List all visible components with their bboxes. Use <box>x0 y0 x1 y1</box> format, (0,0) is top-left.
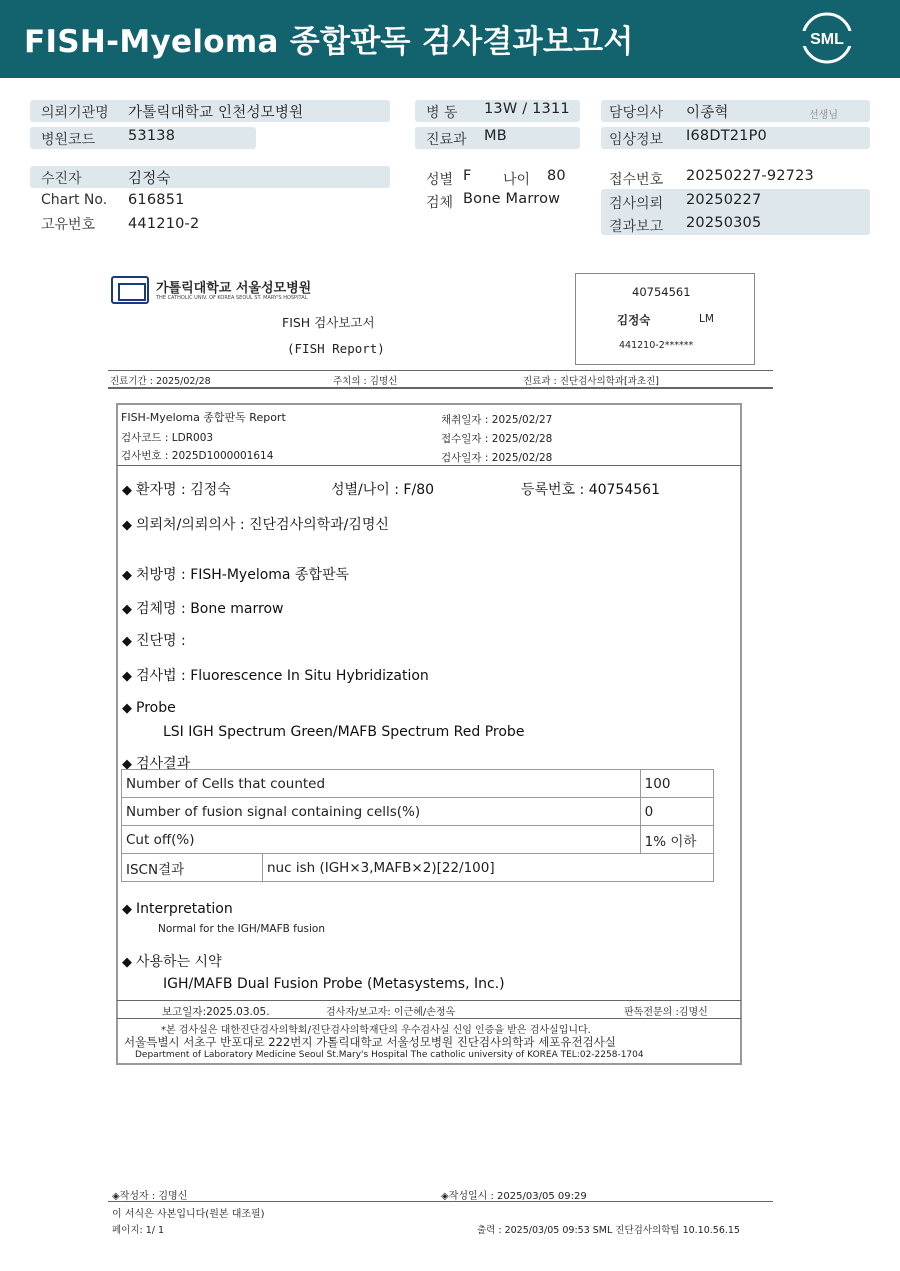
footer-line <box>108 1201 773 1202</box>
prescription-text: 처방명 : FISH-Myeloma 종합판독 <box>136 567 350 583</box>
write-date: ◈작성일시 : 2025/03/05 09:29 <box>441 1191 587 1202</box>
chart-value: 616851 <box>128 192 185 208</box>
test-code: 검사코드 : LDR003 <box>121 432 214 444</box>
diagnosis-line: ◆ 진단명 : <box>122 633 186 649</box>
method-line: ◆ 검사법 : Fluorescence In Situ Hybridization <box>122 668 429 684</box>
request-value: 20250227 <box>686 192 762 208</box>
dept-value: MB <box>484 128 507 144</box>
specimen-line: ◆ 검체명 : Bone marrow <box>122 601 284 617</box>
table-row <box>122 798 714 826</box>
probe-value: LSI IGH Spectrum Green/MAFB Spectrum Red Probe <box>163 724 525 740</box>
interp-line: ◆ Interpretation <box>122 901 233 917</box>
result-label-0: Number of Cells that counted <box>122 770 641 798</box>
hospital-code-label: 병원코드 <box>41 132 96 148</box>
result-value-2: 1% 이하 <box>640 826 713 854</box>
result-value-0: 100 <box>640 770 713 798</box>
request-label: 검사의뢰 <box>609 196 664 212</box>
table-row <box>122 854 714 882</box>
result-title-line: ◆ 검사결과 <box>122 756 191 772</box>
sml-logo-text: SML <box>810 31 844 48</box>
sex-age-text: 성별/나이 : F/80 <box>331 482 435 498</box>
department: 진료과 : 진단검사의학과[과초진] <box>523 376 659 387</box>
hospital-logo-icon <box>111 276 149 304</box>
doctor-suffix: 선생님 <box>809 110 838 121</box>
iscn-label: ISCN결과 <box>122 854 263 882</box>
collect-date: 채취일자 : 2025/02/27 <box>441 414 553 426</box>
chart-label: Chart No. <box>41 192 108 208</box>
specimen-text: 검체명 : Bone marrow <box>136 601 284 617</box>
test-date: 검사일자 : 2025/02/28 <box>441 452 553 464</box>
visit-period: 진료기간 : 2025/02/28 <box>110 376 211 387</box>
receipt-value: 20250227-92723 <box>686 168 814 184</box>
address: 서울특별시 서초구 반포대로 222번지 가톨릭대학교 서울성모병원 진단검사의학과 세포유전검사실 <box>124 1035 616 1049</box>
address-en: Department of Laboratory Medicine Seoul St.Mary's Hospital The catholic university of KOREA TEL:02-2258-1704 <box>135 1050 644 1060</box>
specimen-label: 검체 <box>426 195 454 211</box>
result-label-1: Number of fusion signal containing cells(%) <box>122 798 641 826</box>
interp-value: Normal for the IGH/MAFB fusion <box>158 923 325 935</box>
reg-no-text: 등록번호 : 40754561 <box>521 482 660 498</box>
clinical-label: 임상정보 <box>609 132 664 148</box>
report-value: 20250305 <box>686 215 762 231</box>
report-name: FISH-Myeloma 종합판독 Report <box>121 411 286 424</box>
doctor-value: 이종혁 <box>686 105 729 121</box>
prescription-line: ◆ 처방명 : FISH-Myeloma 종합판독 <box>122 567 350 583</box>
uid-value: 441210-2 <box>128 216 200 232</box>
test-number: 검사번호 : 2025D1000001614 <box>121 450 274 462</box>
ward-label: 병 동 <box>426 105 458 121</box>
institution-label: 의뢰기관명 <box>41 105 109 121</box>
report-head-divider <box>117 465 741 466</box>
report-label: 결과보고 <box>609 219 664 235</box>
patient-value: 김정숙 <box>128 171 171 187</box>
id-number: 40754561 <box>632 285 691 299</box>
header-bar <box>0 0 900 78</box>
table-row <box>122 826 714 854</box>
receipt-label: 접수번호 <box>609 172 664 188</box>
age-label: 나이 <box>503 172 531 188</box>
copy-note: 이 서식은 사본입니다(원본 대조필) <box>112 1209 265 1220</box>
patient-name-text: 환자명 : 김정숙 <box>136 482 231 498</box>
id-sex-code: LM <box>699 313 714 325</box>
hospital-name-en: THE CATHOLIC UNIV. OF KOREA SEOUL ST. MARY'S HOSPITAL <box>156 295 308 301</box>
dept-label: 진료과 <box>426 132 467 148</box>
divider-bottom <box>108 387 773 389</box>
reagent-line: ◆ 사용하는 시약 <box>122 954 222 970</box>
sex-value: F <box>463 168 472 184</box>
testers: 검사자/보고자: 이근혜/손정옥 <box>326 1007 456 1018</box>
institution-value: 가톨릭대학교 인천성모병원 <box>128 105 304 121</box>
reagent-value: IGH/MAFB Dual Fusion Probe (Metasystems, Inc.) <box>163 976 505 992</box>
requester-line: ◆ 의뢰처/의뢰의사 : 진단검사의학과/김명신 <box>122 517 389 533</box>
divider-top <box>108 370 773 371</box>
patient-label: 수진자 <box>41 171 82 187</box>
result-label-2: Cut off(%) <box>122 826 641 854</box>
hospital-name: 가톨릭대학교 서울성모병원 <box>156 281 312 296</box>
requester-text: 의뢰처/의뢰의사 : 진단검사의학과/김명신 <box>136 517 389 533</box>
doc-subtitle: (FISH Report) <box>287 341 385 356</box>
specimen-value: Bone Marrow <box>463 191 561 207</box>
ward-value: 13W / 1311 <box>484 101 570 117</box>
iscn-value: nuc ish (IGH×3,MAFB×2)[22/100] <box>263 854 714 882</box>
receive-date: 접수일자 : 2025/02/28 <box>441 433 553 445</box>
result-title: 검사결과 <box>136 756 191 772</box>
reagent-title: 사용하는 시약 <box>136 954 222 970</box>
probe-line: ◆ Probe <box>122 700 176 716</box>
method-text: 검사법 : Fluorescence In Situ Hybridization <box>136 668 429 684</box>
sex-label: 성별 <box>426 172 454 188</box>
doc-title: FISH 검사보고서 <box>282 315 375 330</box>
hospital-code-value: 53138 <box>128 128 176 144</box>
table-row <box>122 770 714 798</box>
patient-name-line: ◆ 환자명 : 김정숙 <box>122 482 231 498</box>
diagnosis-text: 진단명 : <box>136 633 186 649</box>
print-info: 출력 : 2025/03/05 09:53 SML 진단검사의학팀 10.10.56.15 <box>477 1225 740 1236</box>
uid-label: 고유번호 <box>41 217 96 233</box>
writer: ◈작성자 : 김명신 <box>112 1191 188 1202</box>
id-uid: 441210-2****** <box>619 340 694 351</box>
clinical-value: I68DT21P0 <box>686 128 767 144</box>
cert-note: *본 검사실은 대한진단검사의학회/진단검사의학재단의 우수검사실 신임 인증을 받은 검사실입니다. <box>161 1025 591 1036</box>
reviewer: 판독전문의 :김명신 <box>624 1007 708 1018</box>
doctor-label: 담당의사 <box>609 105 664 121</box>
id-name: 김정숙 <box>617 313 651 327</box>
footer-divider <box>117 1018 741 1019</box>
interp-title: Interpretation <box>136 901 233 917</box>
pill-patient <box>30 166 390 188</box>
report-date: 보고일자:2025.03.05. <box>162 1006 270 1018</box>
result-value-1: 0 <box>640 798 713 826</box>
result-table <box>121 769 714 882</box>
attending: 주치의 : 김명신 <box>333 376 398 387</box>
sign-divider <box>117 1000 741 1001</box>
age-value: 80 <box>547 168 566 184</box>
page-number: 페이지: 1/ 1 <box>112 1225 165 1236</box>
probe-title: Probe <box>136 700 176 716</box>
sml-logo <box>800 11 854 65</box>
page-title: FISH-Myeloma 종합판독 검사결과보고서 <box>24 24 634 60</box>
